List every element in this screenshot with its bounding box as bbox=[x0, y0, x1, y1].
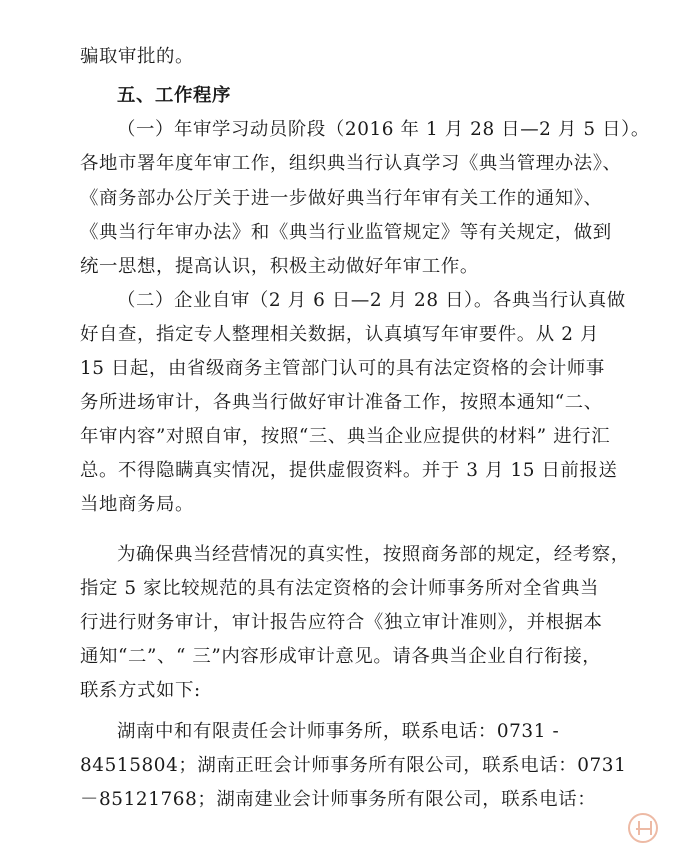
section-heading: 五、工作程序 bbox=[117, 85, 231, 106]
text-line-17: 行进行财务审计，审计报告应符合《独立审计准则》，并根据本 bbox=[80, 612, 603, 633]
text-line-21: 84515804；湖南正旺会计师事务所有限公司，联系电话：0731 bbox=[80, 755, 627, 776]
text-line-18: 通知“二”、“ 三”内容形成审计意见。请各典当企业自行衔接， bbox=[80, 646, 602, 667]
text-line-12: 年审内容”对照自审，按照“三、典当企业应提供的材料” 进行汇 bbox=[80, 426, 611, 447]
text-line-1: 骗取审批的。 bbox=[80, 46, 194, 67]
text-line-6: 《典当行年审办法》和《典当行业监管规定》等有关规定，做到 bbox=[80, 222, 612, 243]
text-line-7: 统一思想，提高认识，积极主动做好年审工作。 bbox=[80, 256, 479, 277]
text-line-20: 湖南中和有限责任会计师事务所，联系电话：0731 - bbox=[117, 721, 560, 742]
text-line-22: －85121768；湖南建业会计师事务所有限公司，联系电话： bbox=[80, 789, 597, 810]
text-line-14: 当地商务局。 bbox=[80, 494, 194, 515]
text-line-5: 《商务部办公厅关于进一步做好典当行年审有关工作的通知》、 bbox=[80, 188, 603, 209]
text-line-13: 总。不得隐瞒真实情况，提供虚假资料。并于 3 月 15 日前报送 bbox=[80, 460, 618, 481]
text-line-4: 各地市署年度年审工作，组织典当行认真学习《典当管理办法》、 bbox=[80, 153, 622, 174]
watermark-seal-icon bbox=[628, 813, 658, 843]
text-line-8: （二）企业自审（2 月 6 日—2 月 28 日）。各典当行认真做 bbox=[117, 290, 626, 311]
text-line-3: （一）年审学习动员阶段（2016 年 1 月 28 日—2 月 5 日）。 bbox=[117, 119, 650, 140]
text-line-10: 15 日起，由省级商务主管部门认可的具有法定资格的会计师事 bbox=[80, 358, 605, 379]
text-line-19: 联系方式如下: bbox=[80, 680, 201, 701]
text-line-9: 好自查，指定专人整理相关数据，认真填写年审要件。从 2 月 bbox=[80, 324, 599, 345]
text-line-11: 务所进场审计，各典当行做好审计准备工作，按照本通知“二、 bbox=[80, 392, 603, 413]
text-line-16: 指定 5 家比较规范的具有法定资格的会计师事务所对全省典当 bbox=[80, 578, 599, 599]
text-line-15: 为确保典当经营情况的真实性，按照商务部的规定，经考察， bbox=[117, 544, 630, 565]
